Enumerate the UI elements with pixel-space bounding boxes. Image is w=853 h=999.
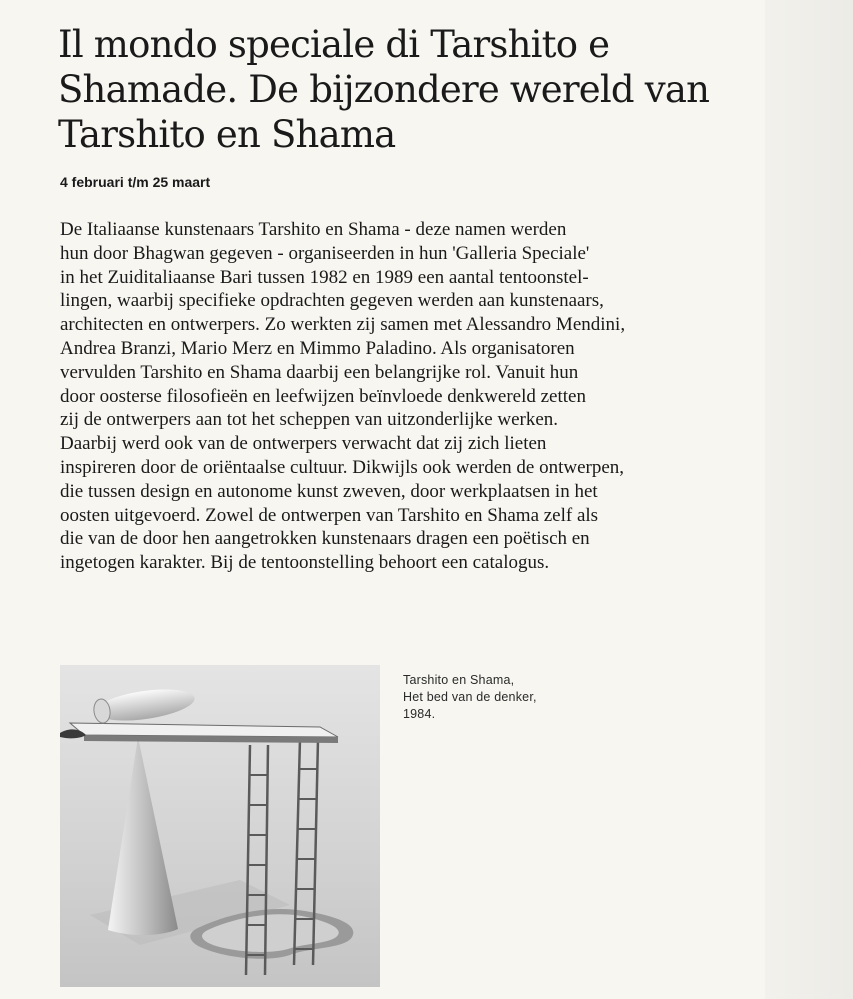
page-edge	[765, 0, 853, 999]
article-body: De Italiaanse kunstenaars Tarshito en Shama - deze namen werden hun door Bhagwan gegeven - organiseerden in hun 'Galleria Speciale' in het Zuiditaliaanse Bari tussen 1982 en 1989 een aantal tentoonstel- lingen, waarbij specifieke opdrachten gegeven werden aan kunstenaars, architecten en ontwerpers. Zo werkten zij samen met Alessandro Mendini, Andrea Branzi, Mario Merz en Mimmo Paladino. Als organisatoren vervulden Tarshito en Shama daarbij een belangrijke rol. Vanuit hun door oosterse filosofieën en leefwijzen beïnvloede denkwereld zetten zij de ontwerpers aan tot het scheppen van uitzonderlijke werken. Daarbij werd ook van de ontwerpers verwacht dat zij zich lieten inspireren door de oriëntaalse cultuur. Dikwijls ook werden de ontwerpen, die tussen design en autonome kunst zweven, door werkplaatsen in het oosten uitgevoerd. Zowel de ontwerpen van Tarshito en Shama zelf als die van de door hen aangetrokken kunstenaars dragen een poëtisch en ingetogen karakter. Bij de tentoonstelling behoort een catalogus.	[60, 219, 626, 574]
artwork-photo	[60, 665, 380, 987]
bed-sculpture-illustration	[60, 665, 380, 987]
caption-work-title: Het bed van de denker,	[403, 690, 537, 704]
exhibition-dates: 4 februari t/m 25 maart	[60, 174, 211, 190]
caption-artists: Tarshito en Shama,	[403, 673, 515, 687]
caption-year: 1984.	[403, 707, 436, 721]
article-title: Il mondo speciale di Tarshito e Shamade. De bijzondere wereld van Tarshito en Shama	[58, 23, 710, 156]
photo-caption	[403, 672, 537, 723]
